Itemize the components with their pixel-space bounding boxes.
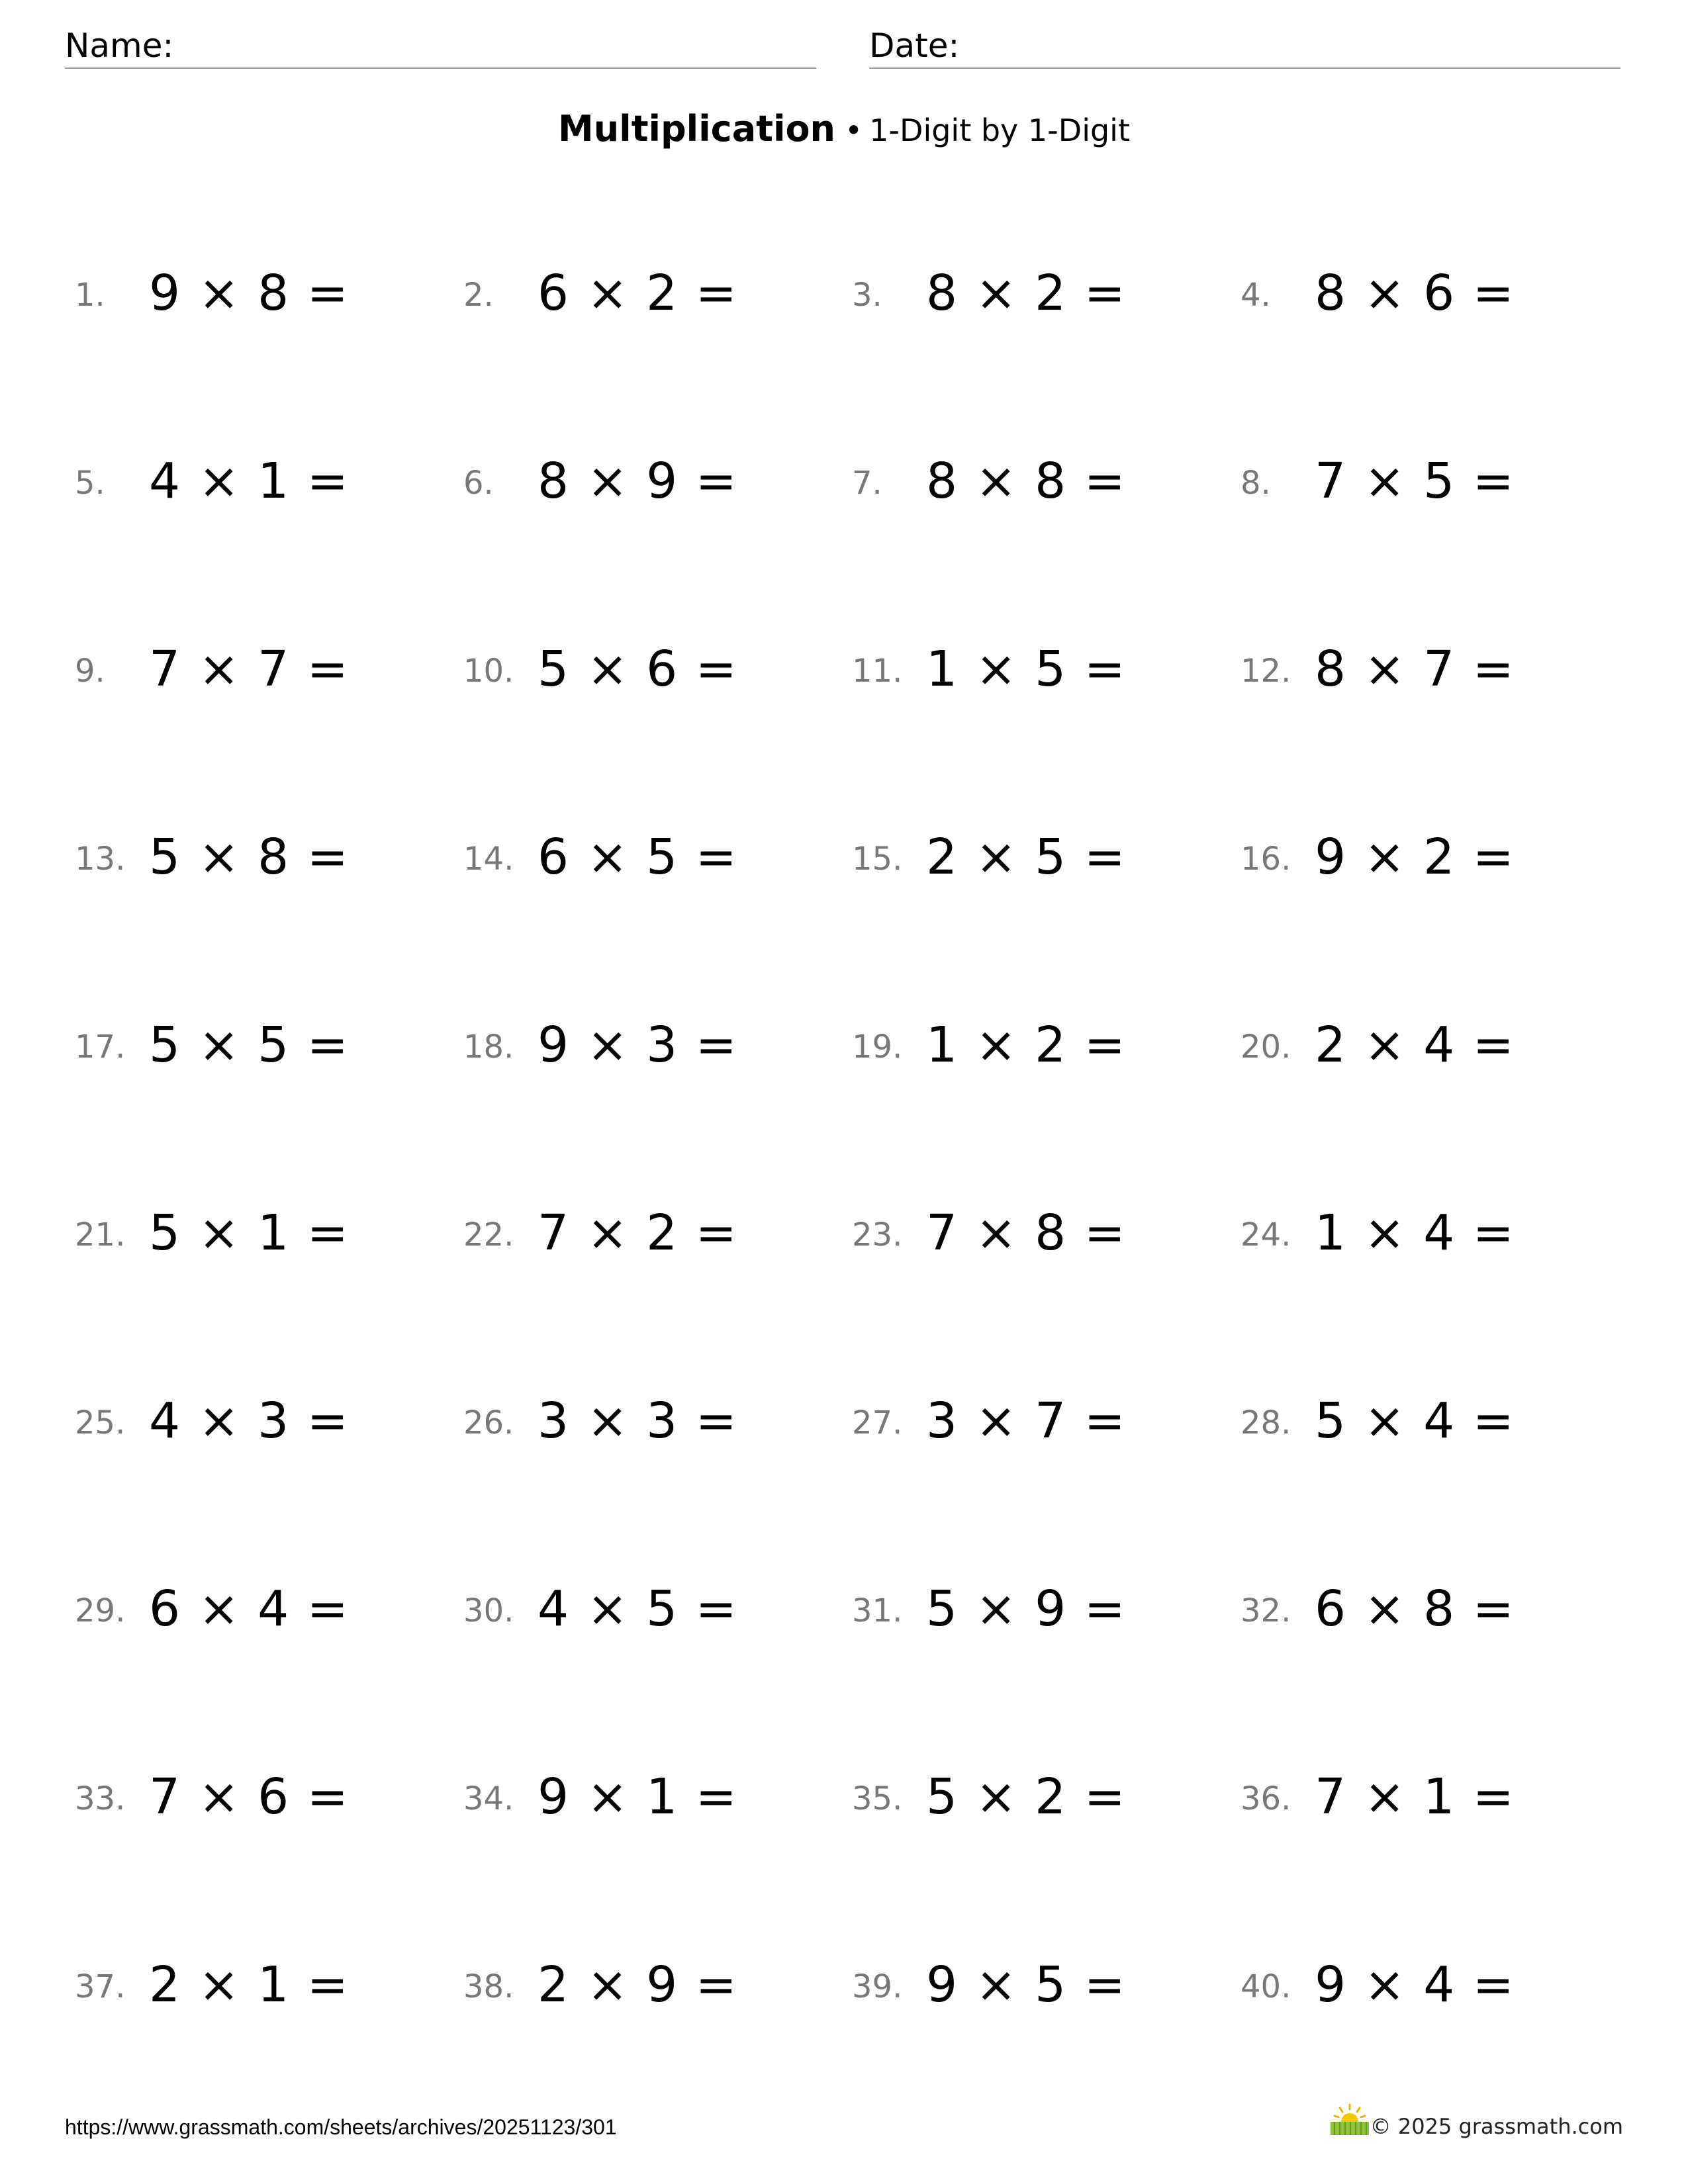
problem-number: 19.	[852, 1028, 903, 1066]
problem-expression: 6 × 2 =	[538, 265, 738, 322]
problem-expression: 7 × 8 =	[926, 1205, 1127, 1261]
problem-expression: 9 × 1 =	[538, 1768, 738, 1825]
problem-number: 33.	[75, 1780, 126, 1817]
problem-expression: 1 × 2 =	[926, 1017, 1127, 1073]
problem-expression: 3 × 7 =	[926, 1392, 1127, 1449]
problem-expression: 8 × 2 =	[926, 265, 1127, 322]
problem-expression: 8 × 7 =	[1315, 641, 1515, 698]
problem-expression: 9 × 5 =	[926, 1956, 1127, 2013]
problem-expression: 5 × 5 =	[149, 1017, 350, 1073]
problem-number: 24.	[1241, 1216, 1291, 1253]
date-label: Date:	[869, 26, 960, 65]
problem-number: 22.	[463, 1216, 514, 1253]
title-separator: •	[845, 113, 863, 148]
problem-expression: 4 × 5 =	[538, 1580, 738, 1637]
problem-number: 1.	[75, 277, 105, 314]
problem-expression: 7 × 7 =	[149, 641, 350, 698]
problem-number: 6.	[463, 465, 494, 502]
problem-expression: 8 × 8 =	[926, 453, 1127, 510]
problem-number: 9.	[75, 653, 105, 690]
problem-number: 26.	[463, 1404, 514, 1441]
problem-expression: 2 × 1 =	[149, 1956, 350, 2013]
problem-number: 12.	[1241, 653, 1291, 690]
problem-number: 16.	[1241, 841, 1291, 878]
problem-expression: 2 × 4 =	[1315, 1017, 1515, 1073]
problem-expression: 5 × 4 =	[1315, 1392, 1515, 1449]
problem-expression: 7 × 2 =	[538, 1205, 738, 1261]
problem-number: 4.	[1241, 277, 1271, 314]
problem-expression: 8 × 6 =	[1315, 265, 1515, 322]
problem-expression: 5 × 8 =	[149, 829, 350, 886]
title-subtitle: 1-Digit by 1-Digit	[869, 113, 1130, 148]
problem-expression: 9 × 2 =	[1315, 829, 1515, 886]
problem-number: 35.	[852, 1780, 903, 1817]
footer-copyright: © 2025 grassmath.com	[1370, 2114, 1623, 2139]
problem-number: 36.	[1241, 1780, 1291, 1817]
problem-number: 29.	[75, 1592, 126, 1629]
problem-number: 39.	[852, 1968, 903, 2005]
problem-number: 23.	[852, 1216, 903, 1253]
worksheet-title	[0, 106, 1688, 154]
problem-expression: 5 × 2 =	[926, 1768, 1127, 1825]
problem-expression: 8 × 9 =	[538, 453, 738, 510]
problem-number: 11.	[852, 653, 903, 690]
problem-expression: 2 × 9 =	[538, 1956, 738, 2013]
problem-number: 18.	[463, 1028, 514, 1066]
problem-number: 28.	[1241, 1404, 1291, 1441]
problem-expression: 3 × 3 =	[538, 1392, 738, 1449]
date-field[interactable]	[869, 24, 1620, 69]
problem-number: 30.	[463, 1592, 514, 1629]
problem-expression: 7 × 5 =	[1315, 453, 1515, 510]
problem-number: 37.	[75, 1968, 126, 2005]
problem-number: 10.	[463, 653, 514, 690]
problem-number: 27.	[852, 1404, 903, 1441]
problem-number: 31.	[852, 1592, 903, 1629]
problem-number: 7.	[852, 465, 882, 502]
problem-number: 2.	[463, 277, 494, 314]
problem-expression: 6 × 4 =	[149, 1580, 350, 1637]
problem-number: 13.	[75, 841, 126, 878]
problem-number: 8.	[1241, 465, 1271, 502]
problem-number: 40.	[1241, 1968, 1291, 2005]
problem-expression: 5 × 6 =	[538, 641, 738, 698]
problem-number: 17.	[75, 1028, 126, 1066]
grass-sun-logo-icon	[1327, 2102, 1373, 2139]
footer-url: https://www.grassmath.com/sheets/archives/20251123/301	[65, 2115, 617, 2139]
problem-number: 34.	[463, 1780, 514, 1817]
problem-expression: 6 × 8 =	[1315, 1580, 1515, 1637]
problem-number: 5.	[75, 465, 105, 502]
problem-expression: 9 × 8 =	[149, 265, 350, 322]
problem-number: 21.	[75, 1216, 126, 1253]
problem-grid	[0, 251, 1688, 2078]
problem-expression: 1 × 4 =	[1315, 1205, 1515, 1261]
name-field[interactable]	[65, 24, 816, 69]
problem-number: 38.	[463, 1968, 514, 2005]
problem-number: 14.	[463, 841, 514, 878]
problem-number: 15.	[852, 841, 903, 878]
problem-expression: 5 × 1 =	[149, 1205, 350, 1261]
problem-expression: 4 × 3 =	[149, 1392, 350, 1449]
problem-expression: 4 × 1 =	[149, 453, 350, 510]
problem-expression: 2 × 5 =	[926, 829, 1127, 886]
problem-number: 20.	[1241, 1028, 1291, 1066]
problem-expression: 9 × 4 =	[1315, 1956, 1515, 2013]
problem-expression: 7 × 1 =	[1315, 1768, 1515, 1825]
problem-expression: 7 × 6 =	[149, 1768, 350, 1825]
problem-number: 3.	[852, 277, 882, 314]
problem-expression: 6 × 5 =	[538, 829, 738, 886]
problem-number: 32.	[1241, 1592, 1291, 1629]
problem-expression: 1 × 5 =	[926, 641, 1127, 698]
problem-number: 25.	[75, 1404, 126, 1441]
title-main: Multiplication	[558, 108, 836, 150]
problem-expression: 5 × 9 =	[926, 1580, 1127, 1637]
problem-expression: 9 × 3 =	[538, 1017, 738, 1073]
name-label: Name:	[65, 26, 174, 65]
